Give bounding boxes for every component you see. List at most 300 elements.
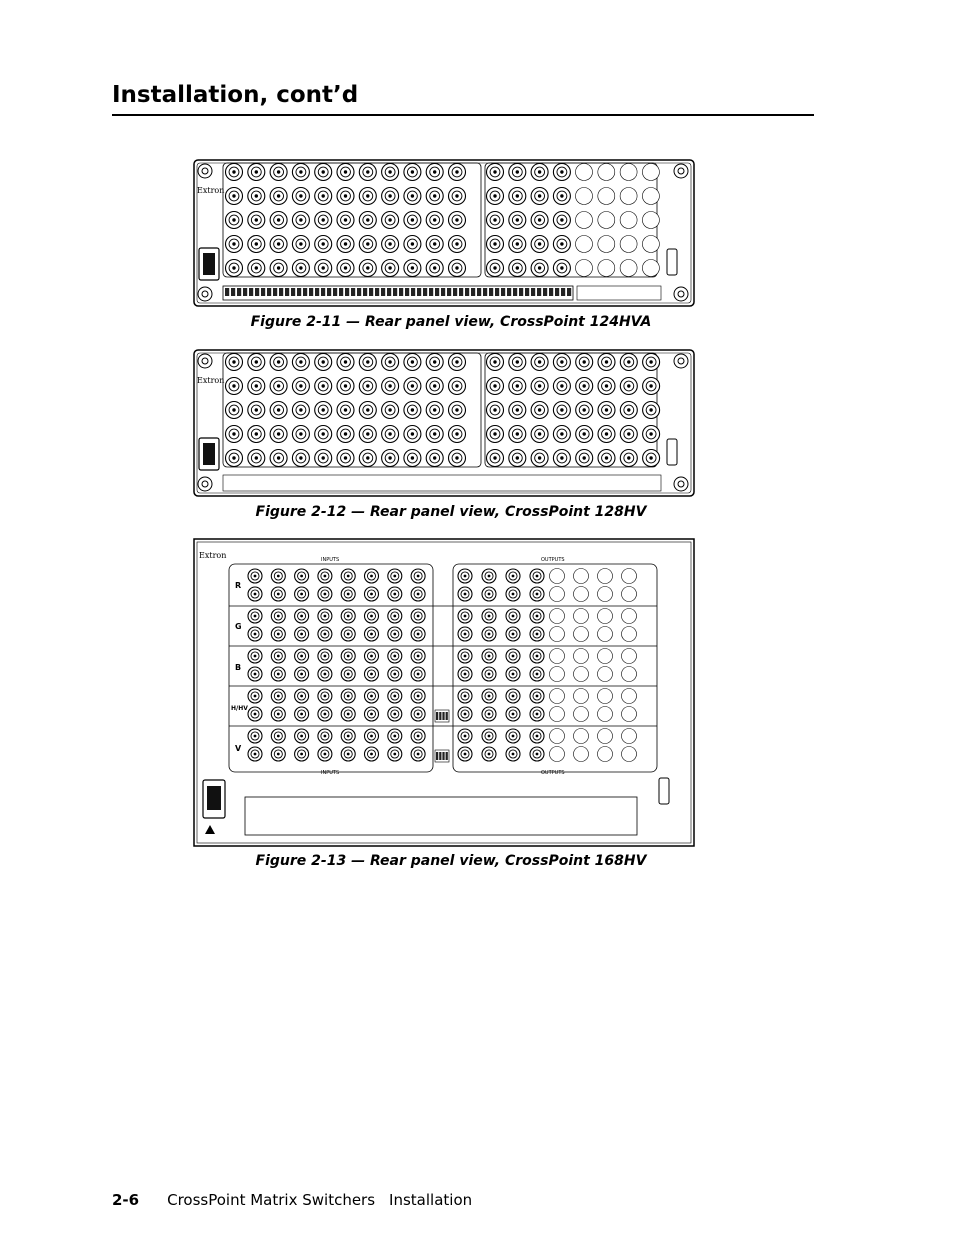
figure-124hva (193, 159, 695, 307)
bnc-connector (426, 402, 443, 419)
bnc-connector (271, 627, 285, 641)
bnc-connector (315, 354, 332, 371)
bnc-connector (449, 402, 466, 419)
bnc-connector (553, 354, 570, 371)
rear-panel-124hva (193, 159, 695, 307)
empty-connector-slot (574, 747, 589, 762)
bnc-connector (359, 188, 376, 205)
dip-switch (339, 288, 343, 296)
bnc-connector (226, 236, 243, 253)
empty-connector-slot (574, 569, 589, 584)
bnc-connector (271, 667, 285, 681)
bnc-connector (449, 164, 466, 181)
bnc-connector (382, 236, 399, 253)
brand-logo: Extron (197, 376, 225, 385)
bnc-connector (270, 426, 287, 443)
bnc-connector (487, 188, 504, 205)
bnc-connector (318, 667, 332, 681)
bnc-connector (411, 707, 425, 721)
bnc-connector (531, 236, 548, 253)
bnc-connector (553, 212, 570, 229)
bnc-connector (530, 569, 544, 583)
dip-switch (279, 288, 283, 296)
dip-switch (285, 288, 289, 296)
bnc-connector (531, 426, 548, 443)
bnc-connector (506, 689, 520, 703)
bnc-connector (411, 667, 425, 681)
dip-switch (513, 288, 517, 296)
bnc-connector (531, 164, 548, 181)
empty-connector-slot (550, 649, 565, 664)
bnc-connector (530, 729, 544, 743)
bnc-connector (404, 426, 421, 443)
bnc-connector (318, 569, 332, 583)
bnc-connector (295, 649, 309, 663)
empty-connector-slot (598, 729, 613, 744)
empty-connector-slot (574, 609, 589, 624)
bnc-connector (365, 649, 379, 663)
bnc-connector (292, 212, 309, 229)
empty-connector-slot (598, 236, 615, 253)
bnc-connector (248, 729, 262, 743)
dip-switch (399, 288, 403, 296)
empty-connector-slot (598, 188, 615, 205)
bnc-connector (506, 609, 520, 623)
dip-switch (429, 288, 433, 296)
dip-switch (357, 288, 361, 296)
bnc-connector (576, 354, 593, 371)
bnc-connector (509, 402, 526, 419)
bnc-connector (365, 587, 379, 601)
empty-connector-slot (576, 260, 593, 277)
empty-connector-slot (622, 707, 637, 722)
empty-connector-slot (598, 747, 613, 762)
bnc-connector (295, 707, 309, 721)
dip-switch (447, 288, 451, 296)
dip-switch (369, 288, 373, 296)
bnc-connector (271, 729, 285, 743)
bnc-connector (426, 236, 443, 253)
bnc-connector (270, 212, 287, 229)
bnc-connector (226, 402, 243, 419)
bnc-connector (530, 667, 544, 681)
bnc-connector (292, 188, 309, 205)
dip-switch (477, 288, 481, 296)
bnc-connector (382, 378, 399, 395)
bnc-connector (248, 164, 265, 181)
dip-switch (375, 288, 379, 296)
dip-switch (237, 288, 241, 296)
row-label-g: G (235, 622, 242, 631)
bnc-connector (426, 378, 443, 395)
bnc-connector (382, 164, 399, 181)
empty-connector-slot (598, 569, 613, 584)
dip-switch (393, 288, 397, 296)
row-label-b: B (235, 663, 242, 672)
dip-switch (321, 288, 325, 296)
bnc-connector (359, 378, 376, 395)
bnc-connector (388, 587, 402, 601)
dip-switch (309, 288, 313, 296)
empty-connector-slot (574, 707, 589, 722)
bnc-connector (426, 426, 443, 443)
bnc-connector (576, 402, 593, 419)
dip-switch (435, 288, 439, 296)
bnc-connector (318, 609, 332, 623)
bnc-connector (411, 627, 425, 641)
bnc-connector (315, 426, 332, 443)
bnc-connector (271, 707, 285, 721)
bnc-connector (315, 260, 332, 277)
dip-switch (261, 288, 265, 296)
bnc-connector (226, 164, 243, 181)
bnc-connector (270, 260, 287, 277)
empty-connector-slot (622, 569, 637, 584)
bnc-connector (248, 689, 262, 703)
bnc-connector (411, 747, 425, 761)
bnc-connector (553, 402, 570, 419)
bnc-connector (337, 426, 354, 443)
dip-switch (555, 288, 559, 296)
bnc-connector (426, 260, 443, 277)
bnc-connector (482, 627, 496, 641)
bnc-connector (531, 378, 548, 395)
bnc-connector (295, 667, 309, 681)
dip-switch (549, 288, 553, 296)
row-label-v: V (235, 744, 242, 753)
bnc-connector (509, 188, 526, 205)
bnc-connector (359, 426, 376, 443)
figure-caption-2-12: Figure 2-12 — Rear panel view, CrossPoint 128HV (255, 504, 647, 520)
dip-switch (439, 752, 441, 760)
bnc-connector (295, 569, 309, 583)
bnc-connector (388, 689, 402, 703)
bnc-connector (270, 354, 287, 371)
bnc-connector (292, 378, 309, 395)
empty-connector-slot (550, 569, 565, 584)
bnc-connector (248, 260, 265, 277)
empty-connector-slot (642, 236, 659, 253)
bnc-connector (248, 450, 265, 467)
bnc-connector (531, 354, 548, 371)
bnc-connector (449, 450, 466, 467)
bnc-connector (388, 569, 402, 583)
bnc-connector (226, 426, 243, 443)
bnc-connector (509, 450, 526, 467)
bnc-connector (506, 627, 520, 641)
bnc-connector (382, 402, 399, 419)
bnc-connector (226, 450, 243, 467)
bnc-connector (530, 649, 544, 663)
dip-switch (291, 288, 295, 296)
bnc-connector (318, 729, 332, 743)
bnc-connector (318, 587, 332, 601)
bnc-connector (388, 667, 402, 681)
dip-switch (436, 752, 438, 760)
empty-connector-slot (598, 667, 613, 682)
bnc-connector (365, 569, 379, 583)
bnc-connector (248, 354, 265, 371)
bnc-connector (315, 164, 332, 181)
inputs-label-top: INPUTS (321, 557, 340, 563)
bnc-connector (458, 689, 472, 703)
dip-switch (446, 712, 448, 720)
empty-connector-slot (622, 627, 637, 642)
dip-switch (465, 288, 469, 296)
bnc-connector (341, 569, 355, 583)
empty-connector-slot (620, 212, 637, 229)
bnc-connector (598, 378, 615, 395)
empty-connector-slot (550, 609, 565, 624)
bnc-connector (506, 649, 520, 663)
bnc-connector (404, 212, 421, 229)
page-number: 2-6 (112, 1191, 140, 1209)
bnc-connector (382, 212, 399, 229)
bnc-connector (426, 450, 443, 467)
bnc-connector (337, 188, 354, 205)
bnc-connector (530, 627, 544, 641)
bnc-connector (482, 609, 496, 623)
bnc-connector (388, 747, 402, 761)
empty-connector-slot (622, 729, 637, 744)
bnc-connector (531, 260, 548, 277)
bnc-connector (506, 707, 520, 721)
brand-logo: Extron (199, 551, 227, 560)
bnc-connector (382, 188, 399, 205)
bnc-connector (292, 426, 309, 443)
empty-connector-slot (622, 689, 637, 704)
dip-switch (439, 712, 441, 720)
bnc-connector (226, 354, 243, 371)
dip-switch (561, 288, 565, 296)
dip-switch (411, 288, 415, 296)
bnc-connector (341, 747, 355, 761)
header-rule (112, 114, 814, 116)
bnc-connector (341, 587, 355, 601)
row-label-r: R (235, 581, 242, 590)
bnc-connector (553, 236, 570, 253)
bnc-connector (531, 212, 548, 229)
bnc-connector (530, 689, 544, 703)
empty-connector-slot (550, 747, 565, 762)
bnc-connector (226, 378, 243, 395)
bnc-connector (509, 260, 526, 277)
bnc-connector (458, 627, 472, 641)
bnc-connector (271, 587, 285, 601)
empty-connector-slot (550, 707, 565, 722)
bnc-connector (509, 354, 526, 371)
bnc-connector (411, 729, 425, 743)
bnc-connector (411, 587, 425, 601)
bnc-connector (449, 354, 466, 371)
dip-switch (423, 288, 427, 296)
inputs-label-bottom: INPUTS (321, 770, 340, 776)
outputs-label-top: OUTPUTS (541, 557, 565, 563)
dip-switch (327, 288, 331, 296)
bnc-connector (295, 747, 309, 761)
empty-connector-slot (550, 627, 565, 642)
bnc-connector (620, 354, 637, 371)
dip-switch (255, 288, 259, 296)
empty-connector-slot (576, 188, 593, 205)
bnc-connector (449, 260, 466, 277)
bnc-connector (248, 426, 265, 443)
dip-switch (381, 288, 385, 296)
bnc-connector (411, 609, 425, 623)
bnc-connector (482, 729, 496, 743)
bnc-connector (318, 689, 332, 703)
figure-128hv (193, 349, 695, 497)
bnc-connector (509, 378, 526, 395)
bnc-connector (382, 450, 399, 467)
dip-switch (315, 288, 319, 296)
dip-switch (483, 288, 487, 296)
brand-logo: Extron (197, 186, 225, 195)
bnc-connector (248, 649, 262, 663)
bnc-connector (506, 747, 520, 761)
dip-switch (453, 288, 457, 296)
bnc-connector (292, 354, 309, 371)
bnc-connector (598, 450, 615, 467)
bnc-connector (458, 747, 472, 761)
bnc-connector (337, 402, 354, 419)
bnc-connector (270, 402, 287, 419)
page-footer (112, 1191, 472, 1209)
bnc-connector (449, 188, 466, 205)
bnc-connector (270, 236, 287, 253)
bnc-connector (482, 569, 496, 583)
dip-switch (489, 288, 493, 296)
bnc-connector (553, 164, 570, 181)
bnc-connector (248, 609, 262, 623)
bnc-connector (458, 649, 472, 663)
bnc-connector (248, 188, 265, 205)
bnc-connector (487, 212, 504, 229)
empty-connector-slot (576, 236, 593, 253)
dip-switch (231, 288, 235, 296)
bnc-connector (295, 587, 309, 601)
bnc-connector (487, 236, 504, 253)
dip-switch (345, 288, 349, 296)
bnc-connector (271, 689, 285, 703)
bnc-connector (509, 236, 526, 253)
empty-connector-slot (642, 188, 659, 205)
bnc-connector (295, 729, 309, 743)
bnc-connector (292, 260, 309, 277)
bnc-connector (388, 729, 402, 743)
bnc-connector (337, 212, 354, 229)
bnc-connector (315, 450, 332, 467)
figure-caption-2-11: Figure 2-11 — Rear panel view, CrossPoint 124HVA (250, 314, 652, 330)
bnc-connector (248, 569, 262, 583)
empty-connector-slot (598, 260, 615, 277)
empty-connector-slot (622, 747, 637, 762)
bnc-connector (341, 627, 355, 641)
empty-connector-slot (598, 689, 613, 704)
dip-switch (297, 288, 301, 296)
bnc-connector (359, 450, 376, 467)
bnc-connector (482, 587, 496, 601)
empty-connector-slot (622, 667, 637, 682)
bnc-connector (341, 689, 355, 703)
bnc-connector (226, 188, 243, 205)
dip-switch (507, 288, 511, 296)
bnc-connector (426, 212, 443, 229)
bnc-connector (315, 402, 332, 419)
bnc-connector (458, 729, 472, 743)
empty-connector-slot (642, 260, 659, 277)
bnc-connector (643, 354, 660, 371)
dip-switch (273, 288, 277, 296)
dip-switch (471, 288, 475, 296)
bnc-connector (449, 212, 466, 229)
bnc-connector (337, 450, 354, 467)
bnc-connector (388, 707, 402, 721)
bnc-connector (482, 649, 496, 663)
bnc-connector (365, 667, 379, 681)
bnc-connector (404, 188, 421, 205)
dip-switch (333, 288, 337, 296)
empty-connector-slot (574, 627, 589, 642)
bnc-connector (295, 609, 309, 623)
bnc-connector (365, 729, 379, 743)
bnc-connector (449, 236, 466, 253)
bnc-connector (487, 354, 504, 371)
empty-connector-slot (622, 649, 637, 664)
bnc-connector (404, 354, 421, 371)
bnc-connector (487, 450, 504, 467)
dip-switch (519, 288, 523, 296)
dip-switch (225, 288, 229, 296)
bnc-connector (365, 707, 379, 721)
bnc-connector (404, 236, 421, 253)
bnc-connector (270, 164, 287, 181)
dip-switch (442, 712, 444, 720)
bnc-connector (643, 378, 660, 395)
bnc-connector (643, 426, 660, 443)
bnc-connector (295, 627, 309, 641)
bnc-connector (509, 164, 526, 181)
empty-connector-slot (620, 260, 637, 277)
bnc-connector (482, 667, 496, 681)
bnc-connector (271, 569, 285, 583)
bnc-connector (318, 707, 332, 721)
bnc-connector (506, 667, 520, 681)
bnc-connector (643, 402, 660, 419)
empty-connector-slot (642, 164, 659, 181)
bnc-connector (359, 354, 376, 371)
empty-connector-slot (598, 649, 613, 664)
empty-connector-slot (642, 212, 659, 229)
bnc-connector (531, 188, 548, 205)
empty-connector-slot (598, 609, 613, 624)
bnc-connector (226, 260, 243, 277)
footer-product: CrossPoint Matrix Switchers (167, 1191, 376, 1209)
bnc-connector (553, 378, 570, 395)
bnc-connector (337, 236, 354, 253)
bnc-connector (553, 188, 570, 205)
bnc-connector (382, 426, 399, 443)
bnc-connector (620, 426, 637, 443)
bnc-connector (404, 378, 421, 395)
bnc-connector (404, 260, 421, 277)
bnc-connector (643, 450, 660, 467)
empty-connector-slot (574, 689, 589, 704)
figure-168hv (193, 538, 695, 848)
bnc-connector (270, 450, 287, 467)
bnc-connector (506, 569, 520, 583)
dip-switch (243, 288, 247, 296)
